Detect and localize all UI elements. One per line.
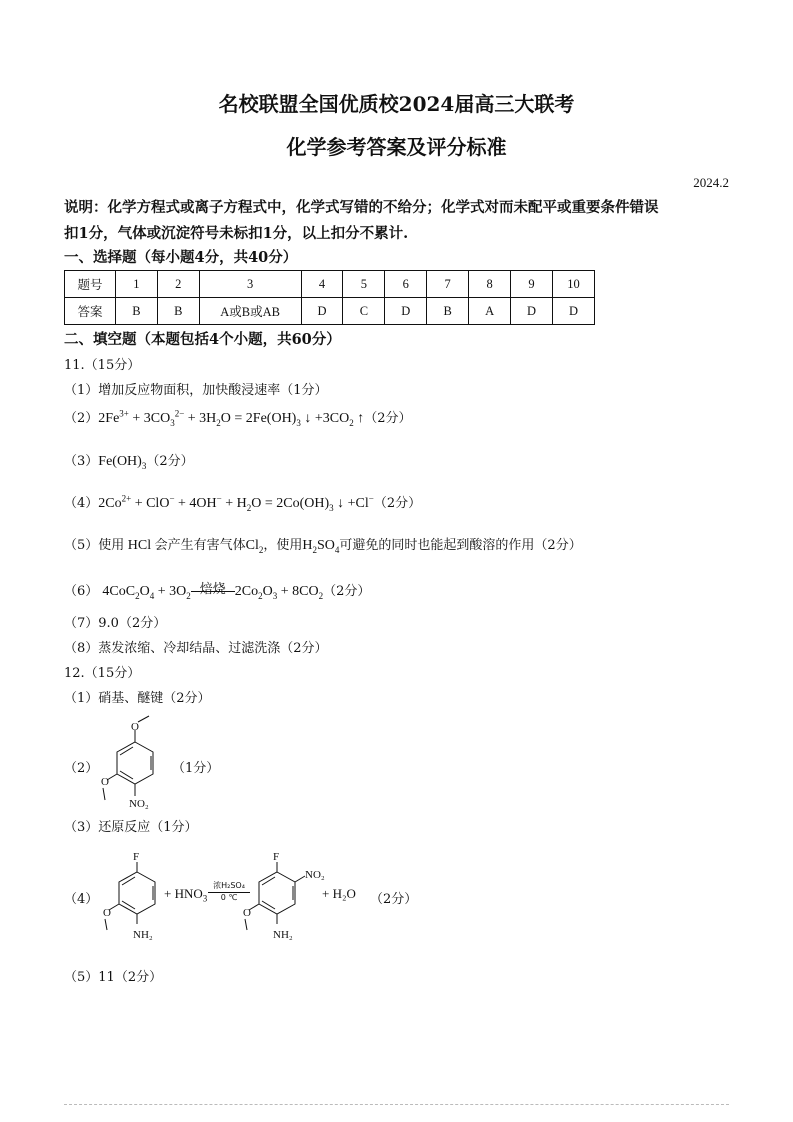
svg-text:NH₂: NH₂: [273, 929, 293, 941]
svg-text:O: O: [131, 721, 139, 733]
equation-6: $4CoC_2O_4 + 3O_2$ 焙烧 $2Co_2O_3 + 8CO_2$: [102, 584, 323, 599]
q11-answer-7: （7）9.0（2分）: [64, 616, 167, 631]
structure-reactant: [95, 848, 165, 944]
q12-answer-4-score: （2分）: [370, 892, 418, 907]
table-cell: 7: [427, 271, 469, 298]
condition-label: 焙烧: [199, 582, 226, 597]
table-cell: D: [511, 298, 553, 325]
table-cell: B: [115, 298, 157, 325]
q12-answer-1: （1）硝基、醚键（2分）: [64, 691, 211, 706]
q11-answer-3: $(3)Fe(OH)_3(2$分）: [64, 454, 194, 471]
table-cell: D: [301, 298, 343, 325]
date: 2024.2: [693, 175, 729, 190]
table-cell: A: [469, 298, 511, 325]
note-line-2: 扣1分，气体或沉淀符号未标扣1分，以上扣分不累计.: [64, 225, 409, 242]
table-cell: 6: [385, 271, 427, 298]
table-cell: 10: [552, 271, 594, 298]
table-row: [65, 271, 595, 298]
reaction-arrow: 浓H₂SO₄ 0 ℃: [208, 880, 250, 910]
equation-2: $2Fe^{3+} + 3CO_3^{2-} + 3H_2O = 2Fe(OH)_3$ ↓ $+3CO_2$ ↑: [98, 408, 365, 428]
row-label-question: 题号: [65, 271, 116, 298]
q12-answer-2-label: （2）: [64, 761, 99, 776]
q12-answer-4-label: （4）: [64, 892, 99, 907]
svg-text:F: F: [273, 851, 280, 863]
table-cell: D: [385, 298, 427, 325]
table-row: [65, 298, 595, 325]
svg-text:NO₂: NO₂: [305, 869, 325, 881]
q11-answer-5: （5）使用 HCl 会产生有害气体$Cl_2$，使用$H_2SO_4$可避免的同时也能起到酸溶的作用（2分）: [64, 538, 582, 555]
table-cell: B: [157, 298, 199, 325]
table-cell: 9: [511, 271, 553, 298]
table-cell: 3: [199, 271, 301, 298]
page-divider: [64, 1104, 729, 1105]
table-cell: 1: [115, 271, 157, 298]
table-cell: 2: [157, 271, 199, 298]
table-cell: B: [427, 298, 469, 325]
section1-heading: 一、选择题（每小题4分，共40分）: [64, 249, 298, 266]
formula-3: $Fe(OH)_3$: [98, 454, 147, 471]
q11-answer-2: $(2)2Fe^{3+} + 3CO_3^{2-} + 3H_2O = 2Fe(OH)_3$ ↓ $+3CO_2$ ↑（2分）: [64, 408, 412, 428]
table-cell: A或B或AB: [199, 298, 301, 325]
structure-a2: [95, 712, 165, 812]
q12-answer-3: （3）还原反应（1分）: [64, 820, 198, 835]
q11-answer-1: （1）增加反应物面积，加快酸浸速率（1分）: [64, 383, 328, 398]
table-cell: D: [552, 298, 594, 325]
row-label-answer: 答案: [65, 298, 116, 325]
fluoro-label: F: [133, 851, 140, 863]
amine-label: NH₂: [133, 929, 153, 941]
svg-text:O: O: [103, 907, 111, 919]
q11-answer-6: （6） $4CoC_2O_4 + 3O_2$ 焙烧 $2Co_2O_3 + 8CO_2(2$分）: [64, 580, 370, 601]
reagent-hno3: + $HNO_3$: [164, 886, 208, 904]
structure-product: [233, 848, 333, 944]
table-cell: 8: [469, 271, 511, 298]
q11-header: 11.（15分）: [64, 358, 141, 373]
table-cell: 4: [301, 271, 343, 298]
q11-answer-4: $(4)2Co^{2+} + ClO^- + 4OH^- + H_2O = 2Co(OH)_3$ ↓ +Cl−（2分）: [64, 493, 422, 513]
q12-answer-5: （5）11（2分）: [64, 970, 163, 985]
equation-4: $2Co^{2+} + ClO^- + 4OH^- + H_2O = 2Co(OH)_3$ ↓ +Cl−: [98, 493, 374, 513]
svg-text:O: O: [243, 907, 251, 919]
product-water: + H₂O: [322, 886, 356, 901]
table-cell: C: [343, 298, 385, 325]
page-title: 名校联盟全国优质校2024届高三大联考: [218, 92, 575, 116]
svg-text:O: O: [101, 776, 109, 788]
page-subtitle: 化学参考答案及评分标准: [286, 135, 507, 159]
q12-header: 12.（15分）: [64, 666, 141, 681]
answer-table: [64, 270, 595, 325]
section2-heading: 二、填空题（本题包括4个小题，共60分）: [64, 331, 341, 348]
q12-answer-2-score: （1分）: [172, 761, 220, 776]
nitro-label: NO₂: [129, 798, 149, 810]
q11-answer-8: （8）蒸发浓缩、冷却结晶、过滤洗涤（2分）: [64, 641, 328, 656]
note-line-1: 说明：化学方程式或离子方程式中，化学式写错的不给分；化学式对而未配平或重要条件错误: [64, 199, 659, 216]
table-cell: 5: [343, 271, 385, 298]
